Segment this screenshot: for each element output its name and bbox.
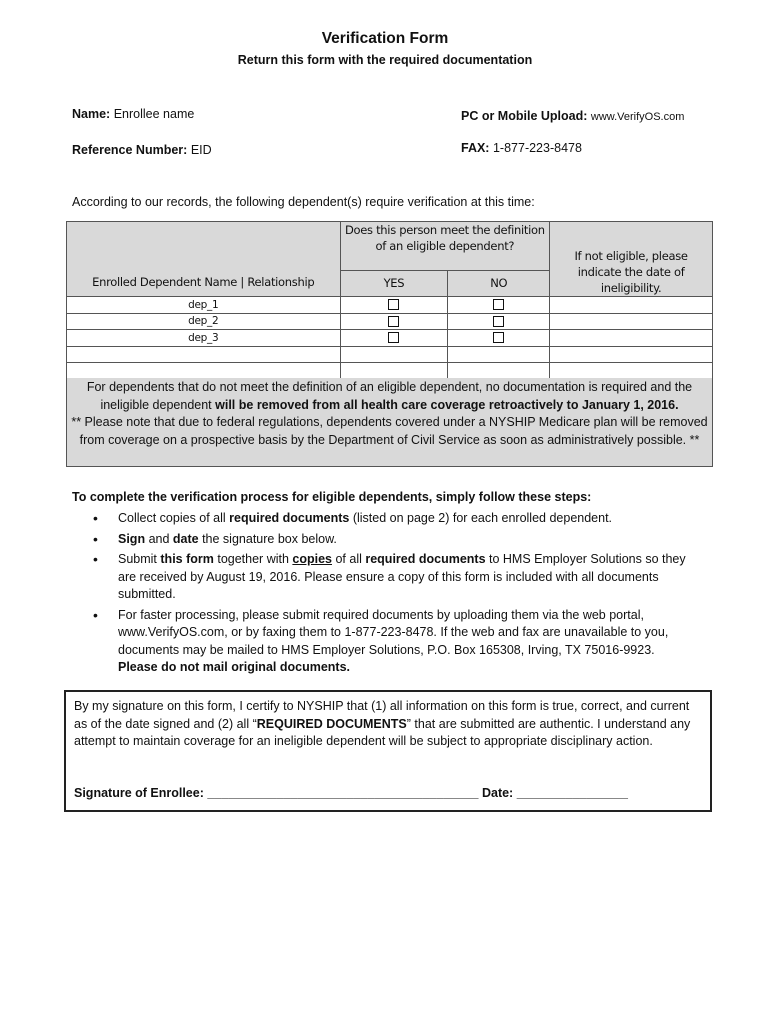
ineligible-date-cell[interactable] xyxy=(550,330,713,347)
step-bold: required documents xyxy=(229,511,350,525)
list-item xyxy=(72,531,692,549)
list-item xyxy=(72,607,692,677)
step-bold: date xyxy=(172,531,199,546)
empty-cell xyxy=(340,363,448,380)
empty-cell xyxy=(448,363,550,380)
medicare-note: ** Please note that due to federal regulations, dependents covered under a NYSHIP Medicare plan will be removed from coverage on a prospective basis by the Department of Civil Service as soon as administratively possible. ** xyxy=(71,415,708,447)
empty-cell xyxy=(550,346,713,363)
dependent-name: dep_3 xyxy=(67,330,341,347)
table-row xyxy=(67,363,713,380)
fax-value: 1-877-223-8478 xyxy=(492,141,582,155)
step-bold: this form xyxy=(160,552,214,566)
step-text: to HMS Employer Solutions so they are received by August 19, 2016. Please ensure a copy of this form is included with all documents submitted. xyxy=(118,552,686,601)
ineligible-date-header: If not eligible, please indicate the date of ineligibility. xyxy=(550,222,713,297)
step-text: (listed on page 2) for each enrolled dependent. xyxy=(349,511,613,525)
note-bold-text: will be removed from all health care coverage retroactively to January 1, 2016. xyxy=(215,397,679,412)
fax-field xyxy=(461,141,582,155)
fax-label: FAX: xyxy=(461,141,490,155)
no-checkbox[interactable] xyxy=(493,299,504,310)
table-row xyxy=(67,330,713,347)
certification-text xyxy=(74,698,704,751)
no-header: NO xyxy=(448,270,550,296)
empty-cell xyxy=(67,363,341,380)
ineligible-date-cell[interactable] xyxy=(550,297,713,314)
yes-checkbox[interactable] xyxy=(388,299,399,310)
upload-value: www.VerifyOS.com xyxy=(590,111,685,123)
cert-text: ” that are submitted are authentic. I understand any attempt to maintain coverage for an ineligible dependent will be subject to appropriate disciplinary action. xyxy=(74,716,691,748)
table-row xyxy=(67,313,713,330)
step-bold: Please do not mail original documents. xyxy=(118,660,350,674)
form-subtitle: Return this form with the required documentation xyxy=(237,53,533,67)
yes-header: YES xyxy=(340,270,448,296)
reference-field xyxy=(72,143,212,157)
step-text: Collect copies of all xyxy=(118,511,230,525)
ineligible-note xyxy=(66,378,713,467)
note-text: For dependents that do not meet the definition of an eligible dependent, no documentation is required and the ineligible dependent xyxy=(86,380,693,412)
name-header-cell xyxy=(67,222,341,297)
empty-cell xyxy=(67,346,341,363)
dependents-table xyxy=(66,221,713,380)
no-checkbox[interactable] xyxy=(493,332,504,343)
step-text: Submit xyxy=(118,552,161,566)
eligibility-question: Does this person meet the definition of an eligible dependent? xyxy=(340,222,550,271)
table-row xyxy=(67,346,713,363)
yes-checkbox[interactable] xyxy=(388,332,399,343)
step-text: For faster processing, please submit required documents by uploading them via the web portal, www.VerifyOS.com, or by faxing them to 1-877-223-8478. If the web and fax are unavailable to you, documents may be mailed to HMS Employer Solutions, P.O. Box 165308, Irving, TX 75016-9923. xyxy=(118,607,669,657)
step-text: together with xyxy=(213,552,293,566)
step-bold: Sign xyxy=(118,531,146,546)
ineligible-date-cell[interactable] xyxy=(550,313,713,330)
step-text: and xyxy=(145,531,173,546)
certification-box xyxy=(64,690,712,812)
list-item xyxy=(72,510,692,528)
cert-bold: REQUIRED DOCUMENTS xyxy=(256,716,407,731)
signature-line[interactable] xyxy=(74,786,628,800)
name-header: Enrolled Dependent Name | Relationship xyxy=(92,275,315,289)
no-checkbox[interactable] xyxy=(493,316,504,327)
name-field xyxy=(72,107,194,121)
dependent-name: dep_2 xyxy=(67,313,341,330)
reference-label: Reference Number: xyxy=(72,143,188,157)
cert-text: By my signature on this form, I certify to NYSHIP that (1) all information on this form is true, correct, and current as of the date signed and (2) all “ xyxy=(74,699,690,731)
table-row xyxy=(67,297,713,314)
date-label[interactable]: Date: ________________ xyxy=(481,786,628,800)
step-bold-underlined: copies xyxy=(292,552,332,566)
intro-text: According to our records, the following dependent(s) require verification at this time: xyxy=(72,195,535,209)
reference-value: EID xyxy=(190,143,212,157)
upload-label: PC or Mobile Upload: xyxy=(461,109,588,123)
empty-cell xyxy=(448,346,550,363)
empty-cell xyxy=(340,346,448,363)
signature-label[interactable]: Signature of Enrollee: _______________________________________ xyxy=(74,786,479,800)
step-bold: required documents xyxy=(365,552,486,566)
name-label: Name: xyxy=(72,107,111,121)
name-value: Enrollee name xyxy=(113,107,195,121)
form-title: Verification Form xyxy=(321,30,449,47)
step-text: of all xyxy=(332,552,366,566)
dependent-name: dep_1 xyxy=(67,297,341,314)
steps-list xyxy=(72,510,692,680)
yes-checkbox[interactable] xyxy=(388,316,399,327)
upload-field xyxy=(461,109,684,123)
list-item xyxy=(72,551,692,604)
step-text: the signature box below. xyxy=(198,531,337,546)
steps-heading: To complete the verification process for eligible dependents, simply follow these steps: xyxy=(72,490,592,504)
empty-cell xyxy=(550,363,713,380)
